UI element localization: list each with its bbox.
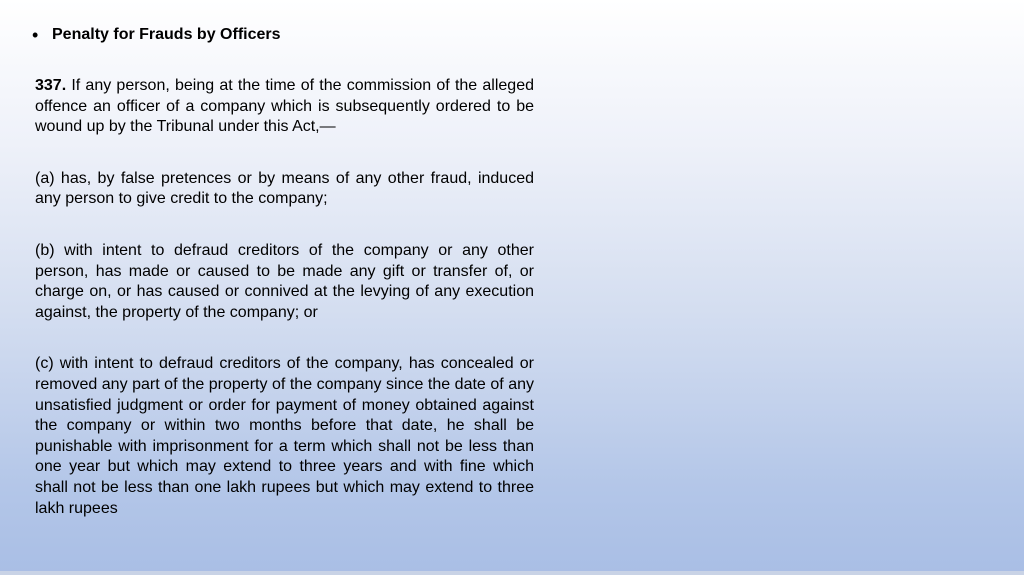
section-intro: If any person, being at the time of the commission of the alleged offence an officer of a company which is subsequently ordered to be wound up by the Tribunal under this Act,— — [35, 77, 534, 136]
slide-heading: Penalty for Frauds by Officers — [52, 26, 281, 43]
body-text — [35, 76, 534, 550]
section-number: 337. — [35, 77, 67, 94]
bullet-icon: • — [32, 25, 39, 45]
clause-a: (a) has, by false pretences or by means of any other fraud, induced any person to give credit to the company; — [35, 169, 534, 208]
clause-c: (c) with intent to defraud creditors of the company, has concealed or removed any part of the property of the company since the date of any unsatisfied judgment or order for payment of money obtained against the company or within two months before that date, he shall be punishable with imprisonment for a term which shall not be less than one year but which may extend to three years and with fine which shall not be less than one lakh rupees but which may extend to three lakh rupees — [35, 355, 534, 517]
bottom-band — [0, 571, 1024, 575]
clause-b: (b) with intent to defraud creditors of the company or any other person, has made or caused to be made any gift or transfer of, or charge on, or has caused or connived at the levying of any execution against, the property of the company; or — [35, 241, 534, 321]
section-paragraph — [35, 76, 534, 138]
heading-row — [32, 24, 281, 46]
